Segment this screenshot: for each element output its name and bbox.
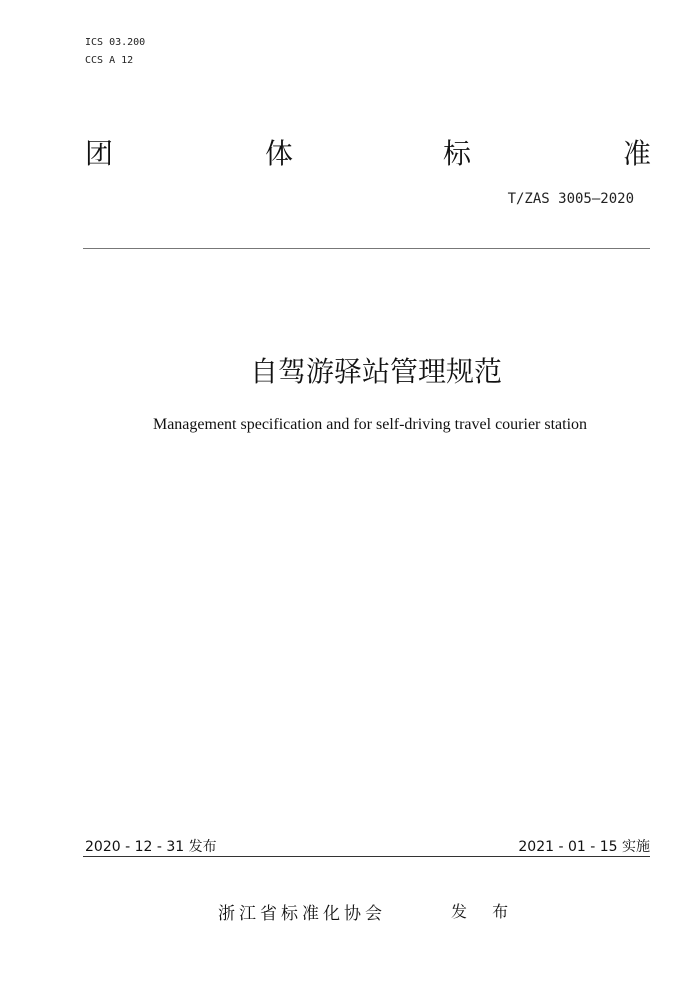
publisher-name: 浙江省标准化协会 — [218, 904, 386, 924]
standard-type-char-3: 标 — [443, 137, 472, 170]
title-english: Management specification and for self-driving travel courier station — [152, 416, 588, 433]
implementation-date: 2021 - 01 - 15 实施 — [518, 839, 650, 855]
title-chinese: 自驾游驿站管理规范 — [249, 355, 502, 388]
standard-number: T/ZAS 3005—2020 — [507, 191, 634, 207]
issue-date: 2020 - 12 - 31 发布 — [85, 839, 217, 855]
footer-divider — [83, 856, 650, 857]
standard-type-char-4: 准 — [623, 137, 652, 170]
publish-label: 发 布 — [451, 902, 519, 921]
header-divider — [83, 248, 650, 249]
ccs-code: CCS A 12 — [85, 55, 134, 66]
standard-type-char-2: 体 — [265, 137, 294, 170]
ics-code: ICS 03.200 — [85, 37, 146, 48]
standard-type-char-1: 团 — [85, 137, 114, 170]
